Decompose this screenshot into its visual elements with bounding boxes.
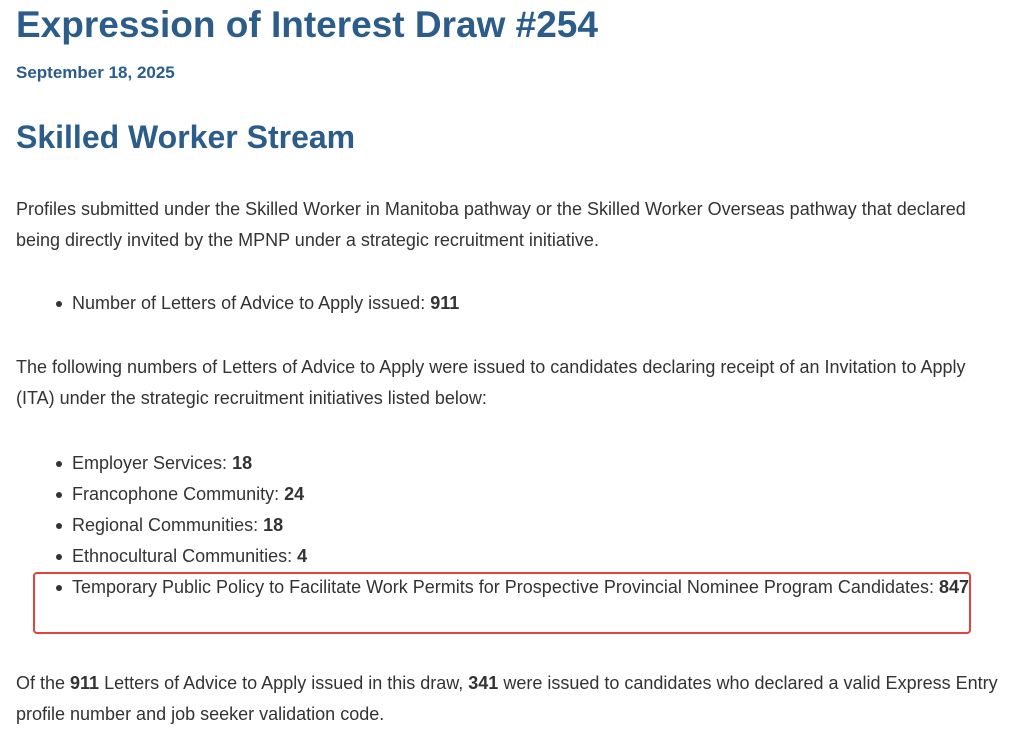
initiative-label: Temporary Public Policy to Facilitate Work Permits for Prospective Provincial Nominee Program Candidates: <box>72 577 939 597</box>
loaa-value: 911 <box>430 293 460 313</box>
summary-paragraph <box>16 668 1006 730</box>
breakdown-intro: The following numbers of Letters of Advice to Apply were issued to candidates declaring receipt of an Invitation to Apply (ITA) under the strategic recruitment initiatives listed below: <box>16 357 966 408</box>
loaa-list <box>16 288 1006 319</box>
loaa-label: Number of Letters of Advice to Apply issued: <box>72 293 431 313</box>
list-item <box>16 479 1006 510</box>
list-item <box>16 288 1006 319</box>
section-intro: Profiles submitted under the Skilled Worker in Manitoba pathway or the Skilled Worker Overseas pathway that declared being directly invited by the MPNP under a strategic recruitment initiative. <box>16 199 966 250</box>
highlight-annotation-box <box>33 572 971 634</box>
section-title: Skilled Worker Stream <box>16 119 356 155</box>
initiative-label: Francophone Community: <box>72 484 285 504</box>
initiative-label: Employer Services: <box>72 453 233 473</box>
initiative-label: Regional Communities: <box>72 515 264 535</box>
initiative-value: 847 <box>939 577 970 597</box>
summary-total: 911 <box>70 673 100 693</box>
bullet-icon <box>56 554 62 560</box>
initiative-value: 4 <box>297 546 308 566</box>
list-item <box>16 510 1006 541</box>
initiative-value: 18 <box>232 453 253 473</box>
initiative-value: 18 <box>263 515 284 535</box>
bullet-icon <box>56 523 62 529</box>
list-item <box>16 541 1006 572</box>
summary-text: were issued to candidates who declared a valid Express Entry profile number and job seeker validation code. <box>16 673 998 724</box>
page-title: Expression of Interest Draw #254 <box>16 4 598 45</box>
draw-date: September 18, 2025 <box>16 63 175 82</box>
initiative-value: 24 <box>284 484 305 504</box>
summary-express-count: 341 <box>468 673 499 693</box>
summary-text: Letters of Advice to Apply issued in this draw, <box>99 673 469 693</box>
bullet-icon <box>56 492 62 498</box>
summary-text: Of the <box>16 673 71 693</box>
initiative-label: Ethnocultural Communities: <box>72 546 298 566</box>
list-item <box>16 448 1006 479</box>
bullet-icon <box>56 461 62 467</box>
bullet-icon <box>56 301 62 307</box>
